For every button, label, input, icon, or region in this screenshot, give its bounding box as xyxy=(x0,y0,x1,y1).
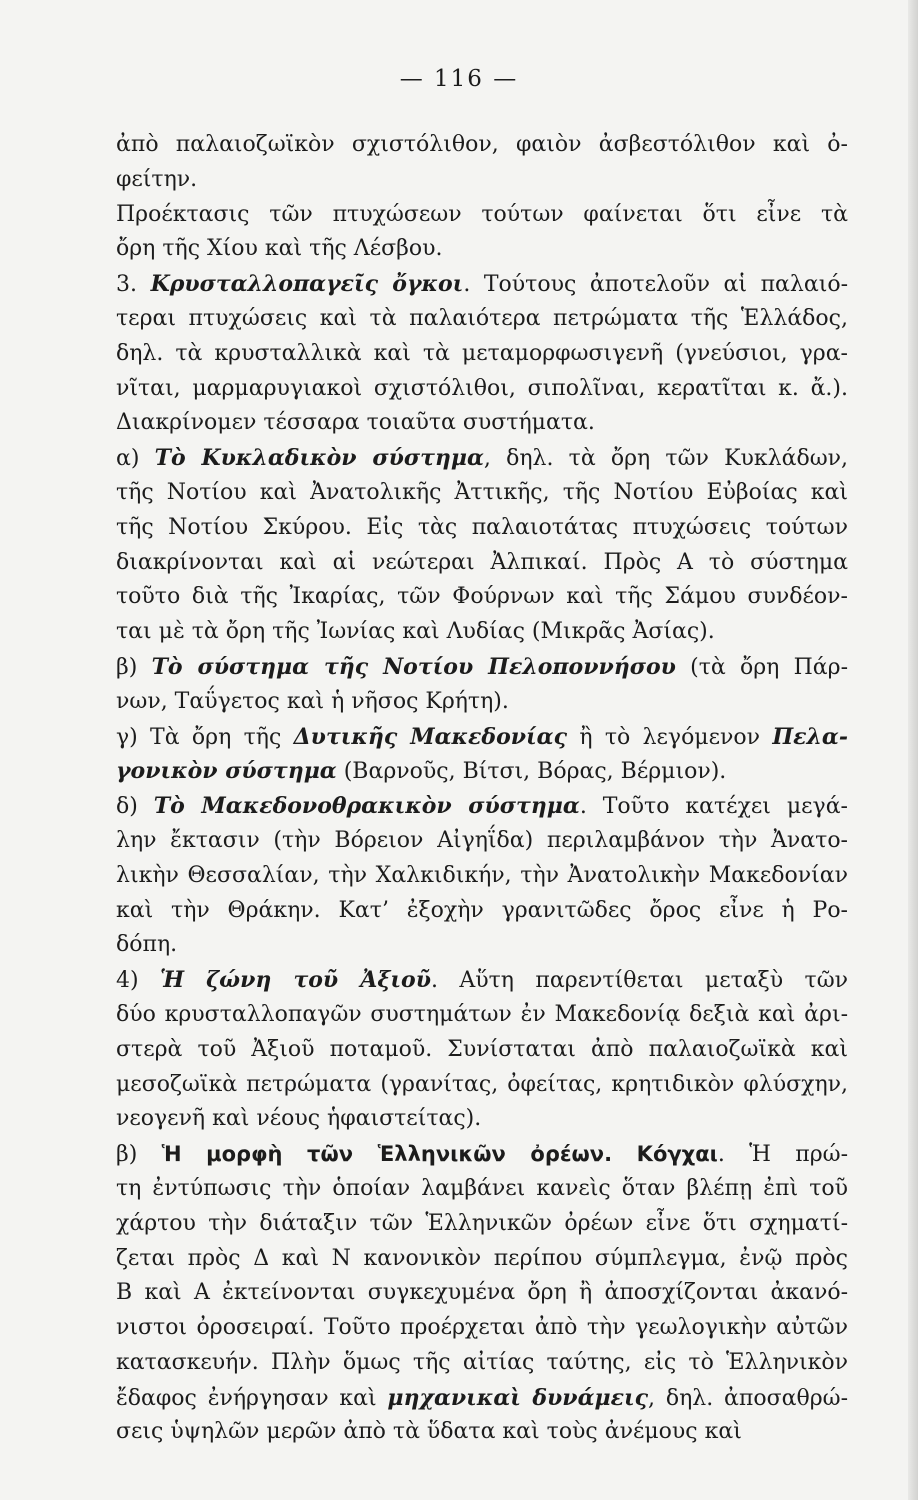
body-text: . Τούτους ἀποτελοῦν αἱ παλαιό- xyxy=(463,272,849,298)
text-body xyxy=(116,128,848,1450)
text-line xyxy=(116,337,848,372)
body-text: νων, Ταΰγετος καὶ ἡ νῆσος Κρήτη). xyxy=(116,688,509,714)
text-line xyxy=(116,789,848,824)
body-text: α) xyxy=(116,446,155,472)
body-text: . Αὕτη παρεντίθεται μεταξὺ τῶν xyxy=(430,968,849,994)
body-text: ἀπὸ παλαιοζωϊκὸν σχιστόλιθον, φαιὸν ἀσβεστόλιθον καὶ ὀ- xyxy=(116,132,848,157)
text-line xyxy=(116,998,848,1033)
text-line xyxy=(116,1172,848,1207)
body-text: , δηλ. ἀποσαθρώ- xyxy=(648,1385,848,1411)
text-line xyxy=(116,720,848,755)
page-edge xyxy=(908,0,918,1500)
body-text: β) xyxy=(116,654,152,680)
text-line xyxy=(116,615,848,650)
text-line xyxy=(116,1207,848,1242)
body-text: νῖται, μαρμαρυγιακοὶ σχιστόλιθοι, σιπολῖναι, κερατῖται κ. ἄ.). xyxy=(116,375,848,401)
body-text: 4) xyxy=(116,968,160,994)
text-line xyxy=(116,928,848,963)
body-text: φείτην. xyxy=(116,166,198,192)
text-line xyxy=(116,511,848,546)
text-line xyxy=(116,232,848,267)
body-text: νεογενῆ καὶ νέους ἡφαιστείτας). xyxy=(116,1106,482,1132)
text-line xyxy=(116,372,848,407)
body-text: καὶ τὴν Θράκην. Κατ’ ἐξοχὴν γρανιτῶδες ὄρος εἶνε ἡ Ρο- xyxy=(116,897,848,923)
body-text: (Βαρνοῦς, Βίτσι, Βόρας, Βέρμιον). xyxy=(336,759,727,785)
body-text: . Ἡ πρώ- xyxy=(717,1142,848,1168)
body-text: διακρίνονται καὶ αἱ νεώτεραι Ἀλπικαί. Πρὸς Α τὸ σύστημα xyxy=(116,549,848,575)
text-line xyxy=(116,1311,848,1346)
text-line xyxy=(116,198,848,233)
emphasis-text: Δυτικῆς Μακεδονίας xyxy=(293,723,567,750)
body-text: σεις ὑψηλῶν μερῶν ἀπὸ τὰ ὕδατα καὶ τοὺς ἀνέμους καὶ xyxy=(116,1419,742,1445)
body-text: β) xyxy=(116,1142,162,1168)
body-text: (τὰ ὄρη Πάρ- xyxy=(675,654,849,680)
text-line xyxy=(116,1137,848,1172)
emphasis-text: μηχανικαὶ δυνάμεις xyxy=(387,1384,649,1411)
text-line xyxy=(116,824,848,859)
body-text: νιστοι ὀροσειραί. Τοῦτο προέρχεται ἀπὸ τὴν γεωλογικὴν αὐτῶν xyxy=(116,1315,848,1341)
text-line xyxy=(116,128,848,163)
body-text: τεραι πτυχώσεις καὶ τὰ παλαιότερα πετρώματα τῆς Ἑλλάδος, xyxy=(116,305,848,331)
text-line xyxy=(116,1033,848,1068)
text-line xyxy=(116,754,848,789)
emphasis-text: Τὸ Κυκλαδικὸν σύστημα xyxy=(154,445,484,472)
text-line xyxy=(116,685,848,720)
body-text: λην ἔκτασιν (τὴν Βόρειον Αἰγηΐδα) περιλαμβάνον τὴν Ἀνατο- xyxy=(116,827,848,853)
text-line xyxy=(116,1242,848,1277)
body-text: Προέκτασις τῶν πτυχώσεων τούτων φαίνεται ὅτι εἶνε τὰ xyxy=(116,201,848,227)
text-line xyxy=(116,1415,848,1450)
body-text: τη ἐντύπωσις τὴν ὁποίαν λαμβάνει κανεὶς ὅταν βλέπῃ ἐπὶ τοῦ xyxy=(116,1175,848,1201)
body-text: ἢ τὸ λεγόμενον xyxy=(567,724,773,750)
text-line xyxy=(116,546,848,581)
emphasis-text: Κρυσταλλοπαγεῖς ὄγκοι xyxy=(150,271,464,298)
body-text: . Τοῦτο κατέχει μεγά- xyxy=(579,794,848,820)
text-line xyxy=(116,406,848,441)
text-line xyxy=(116,1381,848,1416)
text-line xyxy=(116,859,848,894)
emphasis-text: Ἡ μορφὴ τῶν Ἑλληνικῶν ὀρέων. Κόγχαι xyxy=(161,1142,718,1167)
text-line xyxy=(116,650,848,685)
body-text: χάρτου τὴν διάταξιν τῶν Ἑλληνικῶν ὀρέων εἶνε ὅτι σχηματί- xyxy=(116,1210,848,1236)
body-text: στερὰ τοῦ Ἀξιοῦ ποταμοῦ. Συνίσταται ἀπὸ παλαιοζωϊκὰ καὶ xyxy=(116,1036,848,1062)
emphasis-text: Ἡ ζώνη τοῦ Ἀξιοῦ xyxy=(160,967,431,994)
body-text: τοῦτο διὰ τῆς Ἰκαρίας, τῶν Φούρνων καὶ τῆς Σάμου συνδέον- xyxy=(116,584,848,610)
emphasis-text: Πελα- xyxy=(772,723,848,750)
body-text: κατασκευήν. Πλὴν ὅμως τῆς αἰτίας ταύτης, εἰς τὸ Ἑλληνικὸν xyxy=(116,1349,848,1375)
body-text: μεσοζωϊκὰ πετρώματα (γρανίτας, ὀφείτας, κρητιδικὸν φλύσχην, xyxy=(116,1071,848,1097)
body-text: Διακρίνομεν τέσσαρα τοιαῦτα συστήματα. xyxy=(116,410,595,436)
emphasis-text: Τὸ Μακεδονοθρακικὸν σύστημα xyxy=(153,793,580,820)
body-text: δύο κρυσταλλοπαγῶν συστημάτων ἐν Μακεδονίᾳ δεξιὰ καὶ ἀρι- xyxy=(116,1001,848,1027)
text-line xyxy=(116,163,848,198)
body-text: τῆς Νοτίου Σκύρου. Εἰς τὰς παλαιοτάτας πτυχώσεις τούτων xyxy=(116,514,848,540)
page-number: — 116 — xyxy=(399,66,519,92)
text-line xyxy=(116,580,848,615)
body-text: δόπη. xyxy=(116,932,178,958)
body-text: ται μὲ τὰ ὄρη τῆς Ἰωνίας καὶ Λυδίας (Μικρᾶς Ἀσίας). xyxy=(116,619,715,645)
emphasis-text: Τὸ σύστημα τῆς Νοτίου Πελοποννήσου xyxy=(151,653,676,680)
text-line xyxy=(116,1068,848,1103)
emphasis-text: γονικὸν σύστημα xyxy=(116,758,337,785)
body-text: γ) Τὰ ὄρη τῆς xyxy=(116,724,294,750)
text-line xyxy=(116,1346,848,1381)
body-text: δ) xyxy=(116,794,154,820)
text-line xyxy=(116,476,848,511)
body-text: Β καὶ Α ἐκτείνονται συγκεχυμένα ὄρη ἢ ἀποσχίζονται ἀκανό- xyxy=(116,1280,848,1306)
body-text: ζεται πρὸς Δ καὶ Ν κανονικὸν περίπου σύμπλεγμα, ἐνῷ πρὸς xyxy=(116,1245,848,1271)
text-line xyxy=(116,894,848,929)
body-text: ἔδαφος ἐνήργησαν καὶ xyxy=(116,1385,388,1411)
text-line xyxy=(116,267,848,302)
body-text: , δηλ. τὰ ὄρη τῶν Κυκλάδων, xyxy=(483,446,849,472)
text-line xyxy=(116,302,848,337)
body-text: λικὴν Θεσσαλίαν, τὴν Χαλκιδικήν, τὴν Ἀνατολικὴν Μακεδονίαν xyxy=(116,862,848,888)
text-line xyxy=(116,963,848,998)
body-text: τῆς Νοτίου καὶ Ἀνατολικῆς Ἀττικῆς, τῆς Νοτίου Εὐβοίας καὶ xyxy=(116,479,848,505)
text-line xyxy=(116,1102,848,1137)
body-text: 3. xyxy=(116,272,151,298)
text-line xyxy=(116,441,848,476)
body-text: ὄρη τῆς Χίου καὶ τῆς Λέσβου. xyxy=(116,236,443,262)
text-line xyxy=(116,1276,848,1311)
body-text: δηλ. τὰ κρυσταλλικὰ καὶ τὰ μεταμορφωσιγενῆ (γνεύσιοι, γρα- xyxy=(116,340,848,366)
